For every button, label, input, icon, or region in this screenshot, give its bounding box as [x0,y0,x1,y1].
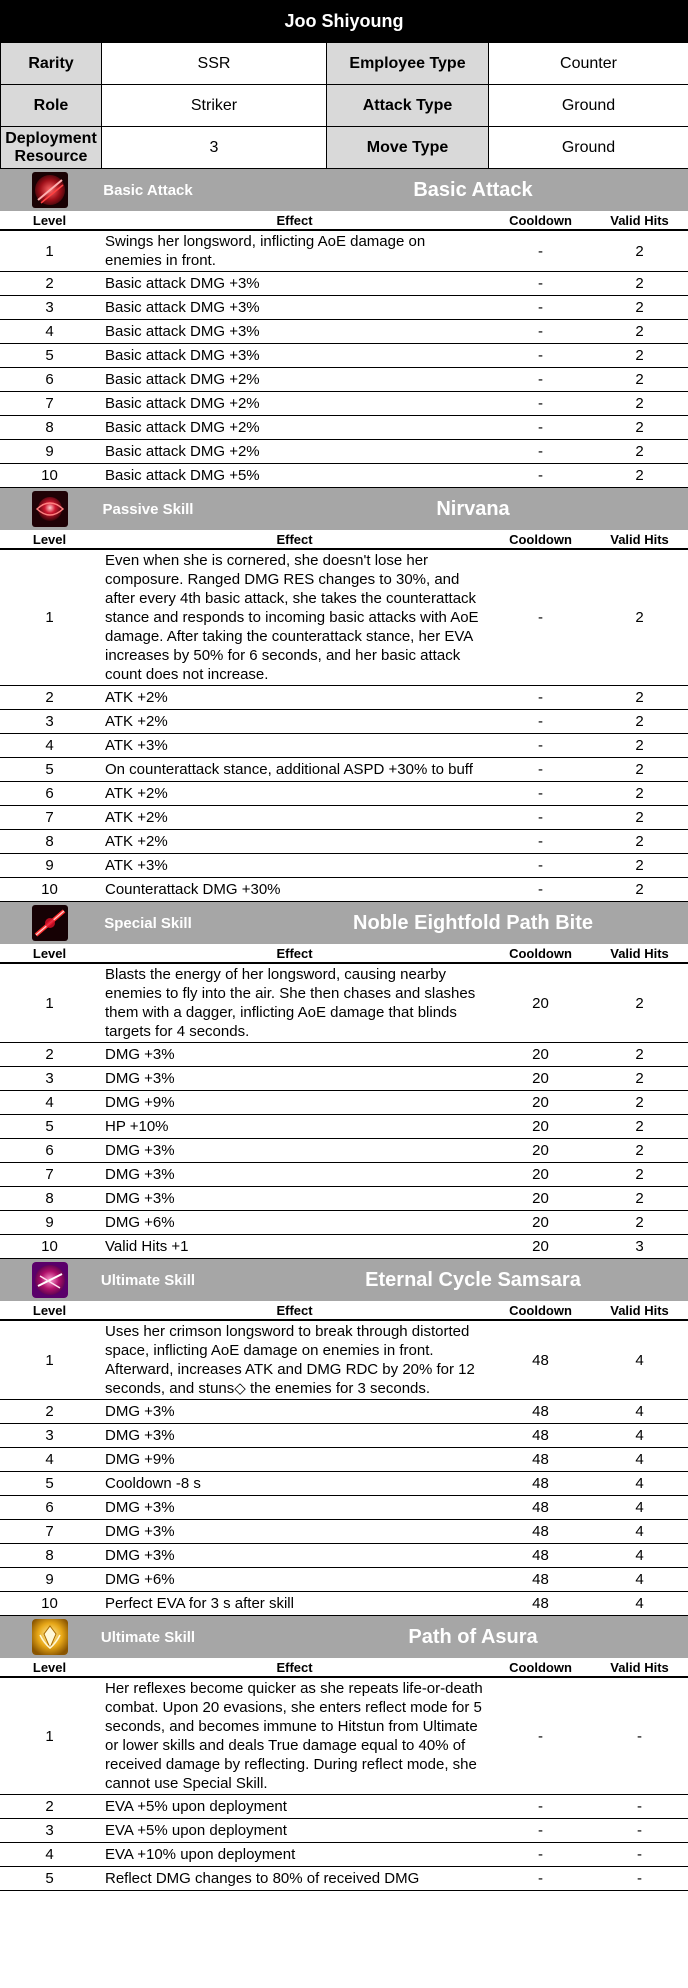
cooldown-cell: 48 [490,1400,591,1424]
skill-header [0,169,688,211]
valid-hits-cell: 2 [591,686,688,710]
effect-cell: DMG +9% [99,1091,490,1115]
cooldown-cell: - [490,416,591,440]
cooldown-cell: - [490,782,591,806]
skill-table-header [0,1301,688,1320]
skill-level-row [0,1496,688,1520]
valid-hits-cell: 2 [591,878,688,902]
valid-hits-cell: 2 [591,1187,688,1211]
valid-hits-cell: 2 [591,296,688,320]
valid-hits-cell: - [591,1677,688,1795]
effect-cell: DMG +3% [99,1163,490,1187]
valid-hits-cell: 2 [591,230,688,272]
effect-cell: DMG +3% [99,1139,490,1163]
skill-table [0,1658,688,1891]
valid-hits-cell: 2 [591,1091,688,1115]
effect-header: Effect [99,1301,490,1320]
cooldown-header: Cooldown [490,944,591,963]
cooldown-cell: - [490,830,591,854]
employee-type-value: Counter [489,43,688,85]
valid-hits-cell: 2 [591,1163,688,1187]
skill-level-row [0,1592,688,1616]
skill-level-row [0,368,688,392]
level-cell: 8 [0,1544,99,1568]
effect-cell: Basic attack DMG +3% [99,344,490,368]
valid-hits-header: Valid Hits [591,944,688,963]
effect-cell: Valid Hits +1 [99,1235,490,1259]
effect-cell: Even when she is cornered, she doesn't lose her composure. Ranged DMG RES changes to 30%, and after every 4th basic attack, she takes the counterattack stance and responds to incoming basic attacks with AoE damage. After taking the counterattack stance, her EVA increases by 50% for 6 seconds, and her basic attack count does not increase. [99,549,490,686]
character-name: Joo Shiyoung [0,0,688,42]
level-cell: 1 [0,1320,99,1400]
valid-hits-cell: 2 [591,392,688,416]
move-type-value: Ground [489,127,688,169]
skill-level-row [0,1091,688,1115]
valid-hits-cell: 2 [591,416,688,440]
effect-cell: Counterattack DMG +30% [99,878,490,902]
cooldown-header: Cooldown [490,211,591,230]
skill-level-row [0,392,688,416]
effect-cell: ATK +2% [99,806,490,830]
skills-section [0,169,688,1891]
skill-table-header [0,530,688,549]
skill-type: Ultimate Skill [100,1271,196,1289]
valid-hits-header: Valid Hits [591,530,688,549]
level-cell: 8 [0,1187,99,1211]
level-cell: 2 [0,272,99,296]
skill-level-row [0,830,688,854]
skill-level-row [0,782,688,806]
level-cell: 2 [0,1043,99,1067]
cooldown-cell: - [490,686,591,710]
effect-cell: Cooldown -8 s [99,1472,490,1496]
valid-hits-cell: 2 [591,464,688,488]
level-header: Level [0,530,99,549]
skill-header [0,1259,688,1301]
cooldown-cell: - [490,854,591,878]
valid-hits-cell: 2 [591,830,688,854]
level-cell: 10 [0,1592,99,1616]
valid-hits-cell: - [591,1819,688,1843]
skill-level-row [0,686,688,710]
effect-cell: ATK +3% [99,854,490,878]
rarity-label: Rarity [1,43,102,85]
skill-type: Special Skill [104,914,192,932]
cooldown-cell: 48 [490,1448,591,1472]
role-label: Role [1,85,102,127]
effect-cell: EVA +5% upon deployment [99,1795,490,1819]
skill-level-row [0,440,688,464]
cooldown-cell: 20 [490,963,591,1043]
valid-hits-cell: 2 [591,1043,688,1067]
valid-hits-cell: 4 [591,1520,688,1544]
valid-hits-cell: 2 [591,344,688,368]
valid-hits-cell: 2 [591,549,688,686]
skill-level-row [0,1448,688,1472]
skill-level-row [0,1235,688,1259]
effect-cell: DMG +9% [99,1448,490,1472]
skill-name: Noble Eightfold Path Bite [353,911,593,934]
skill-table-header [0,211,688,230]
level-cell: 6 [0,1139,99,1163]
level-cell: 1 [0,1677,99,1795]
cooldown-cell: 20 [490,1211,591,1235]
cooldown-cell: 20 [490,1067,591,1091]
effect-cell: DMG +3% [99,1544,490,1568]
valid-hits-cell: 2 [591,854,688,878]
level-cell: 4 [0,1091,99,1115]
effect-cell: DMG +6% [99,1568,490,1592]
level-header: Level [0,211,99,230]
level-cell: 3 [0,710,99,734]
effect-cell: Basic attack DMG +2% [99,392,490,416]
level-cell: 4 [0,1448,99,1472]
skill-level-row [0,1819,688,1843]
golden-emblem-icon [32,1619,68,1655]
effect-cell: DMG +3% [99,1043,490,1067]
effect-cell: Her reflexes become quicker as she repeats life-or-death combat. Upon 20 evasions, she enters reflect mode for 5 seconds, and becomes immune to Hitstun from Ultimate or lower skills and deals True damage equal to 40% of received damage by reflecting. During reflect mode, she cannot use Special Skill. [99,1677,490,1795]
effect-cell: On counterattack stance, additional ASPD +30% to buff [99,758,490,782]
cooldown-cell: - [490,878,591,902]
cooldown-header: Cooldown [490,530,591,549]
skill-type: Ultimate Skill [100,1628,196,1646]
level-cell: 9 [0,1211,99,1235]
employee-type-label: Employee Type [327,43,489,85]
skill-level-row [0,1139,688,1163]
valid-hits-cell: - [591,1843,688,1867]
effect-cell: Basic attack DMG +2% [99,368,490,392]
effect-header: Effect [99,530,490,549]
skill-level-row [0,1163,688,1187]
deployment-resource-value: 3 [102,127,327,169]
effect-cell: ATK +2% [99,782,490,806]
cooldown-cell: - [490,440,591,464]
cooldown-cell: - [490,296,591,320]
level-cell: 1 [0,549,99,686]
effect-cell: Basic attack DMG +2% [99,416,490,440]
skill-table-header [0,1658,688,1677]
valid-hits-cell: - [591,1795,688,1819]
skill-level-row [0,963,688,1043]
valid-hits-cell: 4 [591,1544,688,1568]
valid-hits-cell: 2 [591,758,688,782]
valid-hits-cell: 4 [591,1320,688,1400]
level-cell: 2 [0,1400,99,1424]
cooldown-cell: 48 [490,1472,591,1496]
effect-cell: Basic attack DMG +3% [99,320,490,344]
cooldown-cell: - [490,758,591,782]
cooldown-cell: - [490,549,591,686]
skill-name: Eternal Cycle Samsara [365,1268,581,1291]
valid-hits-cell: - [591,1867,688,1891]
effect-cell: Basic attack DMG +2% [99,440,490,464]
skill-level-row [0,1211,688,1235]
cooldown-cell: 20 [490,1235,591,1259]
valid-hits-cell: 2 [591,806,688,830]
info-row [1,43,688,85]
level-header: Level [0,944,99,963]
level-cell: 3 [0,1819,99,1843]
skill-level-row [0,1520,688,1544]
effect-cell: DMG +3% [99,1496,490,1520]
skill-level-row [0,416,688,440]
skill-level-row [0,320,688,344]
skill-level-row [0,1544,688,1568]
effect-cell: DMG +3% [99,1520,490,1544]
cooldown-cell: 48 [490,1320,591,1400]
valid-hits-cell: 2 [591,734,688,758]
skill-type: Basic Attack [103,181,193,199]
level-cell: 3 [0,1067,99,1091]
rarity-value: SSR [102,43,327,85]
valid-hits-cell: 3 [591,1235,688,1259]
valid-hits-header: Valid Hits [591,1658,688,1677]
effect-cell: Reflect DMG changes to 80% of received DMG [99,1867,490,1891]
effect-cell: Swings her longsword, inflicting AoE damage on enemies in front. [99,230,490,272]
level-cell: 2 [0,1795,99,1819]
skill-level-row [0,1795,688,1819]
skill-level-row [0,878,688,902]
level-cell: 7 [0,1520,99,1544]
crossed-slash-icon [32,1262,68,1298]
skill-level-row [0,464,688,488]
attack-type-value: Ground [489,85,688,127]
skill-level-row [0,272,688,296]
valid-hits-cell: 4 [591,1568,688,1592]
skill-level-row [0,1187,688,1211]
effect-cell: DMG +6% [99,1211,490,1235]
cooldown-cell: - [490,320,591,344]
move-type-label: Move Type [327,127,489,169]
level-cell: 10 [0,878,99,902]
skill-level-row [0,1400,688,1424]
skill-header [0,488,688,530]
effect-cell: Basic attack DMG +3% [99,296,490,320]
cooldown-header: Cooldown [490,1301,591,1320]
valid-hits-cell: 2 [591,963,688,1043]
skill-level-row [0,1867,688,1891]
level-cell: 10 [0,1235,99,1259]
skill-level-row [0,734,688,758]
cooldown-cell: - [490,734,591,758]
cooldown-cell: 20 [490,1163,591,1187]
cooldown-cell: 48 [490,1544,591,1568]
level-cell: 5 [0,1472,99,1496]
role-value: Striker [102,85,327,127]
skill-name: Basic Attack [413,178,533,201]
effect-cell: Perfect EVA for 3 s after skill [99,1592,490,1616]
level-cell: 1 [0,230,99,272]
valid-hits-cell: 4 [591,1592,688,1616]
cooldown-cell: 20 [490,1187,591,1211]
cooldown-cell: - [490,806,591,830]
valid-hits-cell: 2 [591,368,688,392]
effect-cell: HP +10% [99,1115,490,1139]
level-cell: 5 [0,1867,99,1891]
effect-cell: EVA +5% upon deployment [99,1819,490,1843]
level-cell: 9 [0,854,99,878]
red-slash-icon [32,905,68,941]
level-cell: 6 [0,782,99,806]
cooldown-cell: - [490,272,591,296]
effect-header: Effect [99,1658,490,1677]
skill-level-row [0,1472,688,1496]
level-cell: 6 [0,1496,99,1520]
valid-hits-cell: 2 [591,782,688,806]
cooldown-cell: - [490,344,591,368]
level-cell: 5 [0,758,99,782]
skill-level-row [0,1320,688,1400]
level-cell: 1 [0,963,99,1043]
level-cell: 7 [0,392,99,416]
skill-level-row [0,344,688,368]
skill-table-header [0,944,688,963]
cooldown-cell: - [490,1819,591,1843]
skill-header [0,902,688,944]
valid-hits-cell: 2 [591,440,688,464]
effect-header: Effect [99,944,490,963]
cooldown-cell: 20 [490,1043,591,1067]
level-cell: 4 [0,320,99,344]
level-cell: 10 [0,464,99,488]
cooldown-cell: - [490,392,591,416]
level-cell: 5 [0,1115,99,1139]
cooldown-cell: 20 [490,1115,591,1139]
effect-cell: Blasts the energy of her longsword, causing nearby enemies to fly into the air. She then chases and slashes them with a dagger, inflicting AoE damage that blinds targets for 4 seconds. [99,963,490,1043]
valid-hits-header: Valid Hits [591,211,688,230]
skill-level-row [0,1677,688,1795]
effect-cell: EVA +10% upon deployment [99,1843,490,1867]
valid-hits-cell: 2 [591,710,688,734]
level-cell: 3 [0,296,99,320]
effect-cell: ATK +2% [99,710,490,734]
cooldown-cell: - [490,1677,591,1795]
cooldown-cell: - [490,1795,591,1819]
level-cell: 5 [0,344,99,368]
effect-cell: DMG +3% [99,1067,490,1091]
cooldown-cell: 20 [490,1139,591,1163]
level-cell: 8 [0,416,99,440]
cooldown-cell: - [490,368,591,392]
skill-name: Nirvana [436,497,510,520]
level-cell: 2 [0,686,99,710]
cooldown-cell: 48 [490,1568,591,1592]
level-cell: 7 [0,1163,99,1187]
skill-level-row [0,1424,688,1448]
valid-hits-cell: 2 [591,1067,688,1091]
level-cell: 9 [0,440,99,464]
effect-cell: ATK +3% [99,734,490,758]
effect-cell: Basic attack DMG +3% [99,272,490,296]
attack-type-label: Attack Type [327,85,489,127]
skill-table [0,1301,688,1616]
valid-hits-cell: 4 [591,1496,688,1520]
cooldown-cell: - [490,1843,591,1867]
skill-level-row [0,296,688,320]
cooldown-cell: 48 [490,1520,591,1544]
valid-hits-cell: 2 [591,320,688,344]
effect-cell: Uses her crimson longsword to break through distorted space, inflicting AoE damage on enemies in front. Afterward, increases ATK and DMG RDC by 20% for 12 seconds, and stuns◇ the enemies for 3 seconds. [99,1320,490,1400]
level-cell: 7 [0,806,99,830]
level-cell: 8 [0,830,99,854]
info-row [1,127,688,169]
cooldown-cell: 48 [490,1424,591,1448]
level-header: Level [0,1658,99,1677]
effect-cell: Basic attack DMG +5% [99,464,490,488]
skill-level-row [0,230,688,272]
valid-hits-cell: 2 [591,272,688,296]
skill-table [0,944,688,1259]
skill-level-row [0,1568,688,1592]
valid-hits-cell: 2 [591,1139,688,1163]
deployment-resource-label: Deployment Resource [1,127,102,169]
skill-level-row [0,1043,688,1067]
valid-hits-cell: 2 [591,1115,688,1139]
valid-hits-cell: 4 [591,1448,688,1472]
longsword-slash-icon [32,172,68,208]
cooldown-cell: - [490,230,591,272]
level-cell: 9 [0,1568,99,1592]
effect-cell: ATK +2% [99,686,490,710]
crimson-orb-icon [32,491,68,527]
skill-table [0,211,688,488]
skill-level-row [0,1115,688,1139]
info-table [0,42,688,169]
info-row [1,85,688,127]
effect-cell: DMG +3% [99,1400,490,1424]
valid-hits-cell: 4 [591,1400,688,1424]
effect-cell: ATK +2% [99,830,490,854]
valid-hits-cell: 4 [591,1424,688,1448]
cooldown-cell: 48 [490,1496,591,1520]
valid-hits-cell: 4 [591,1472,688,1496]
level-cell: 4 [0,1843,99,1867]
skill-header [0,1616,688,1658]
effect-cell: DMG +3% [99,1187,490,1211]
cooldown-cell: 20 [490,1091,591,1115]
effect-cell: DMG +3% [99,1424,490,1448]
skill-type: Passive Skill [102,500,194,518]
valid-hits-cell: 2 [591,1211,688,1235]
skill-level-row [0,710,688,734]
skill-level-row [0,1067,688,1091]
skill-level-row [0,854,688,878]
cooldown-header: Cooldown [490,1658,591,1677]
skill-level-row [0,1843,688,1867]
skill-level-row [0,806,688,830]
valid-hits-header: Valid Hits [591,1301,688,1320]
skill-level-row [0,549,688,686]
cooldown-cell: - [490,1867,591,1891]
cooldown-cell: 48 [490,1592,591,1616]
skill-table [0,530,688,902]
effect-header: Effect [99,211,490,230]
cooldown-cell: - [490,710,591,734]
level-cell: 6 [0,368,99,392]
skill-name: Path of Asura [408,1625,538,1648]
level-cell: 4 [0,734,99,758]
level-header: Level [0,1301,99,1320]
level-cell: 3 [0,1424,99,1448]
skill-level-row [0,758,688,782]
cooldown-cell: - [490,464,591,488]
